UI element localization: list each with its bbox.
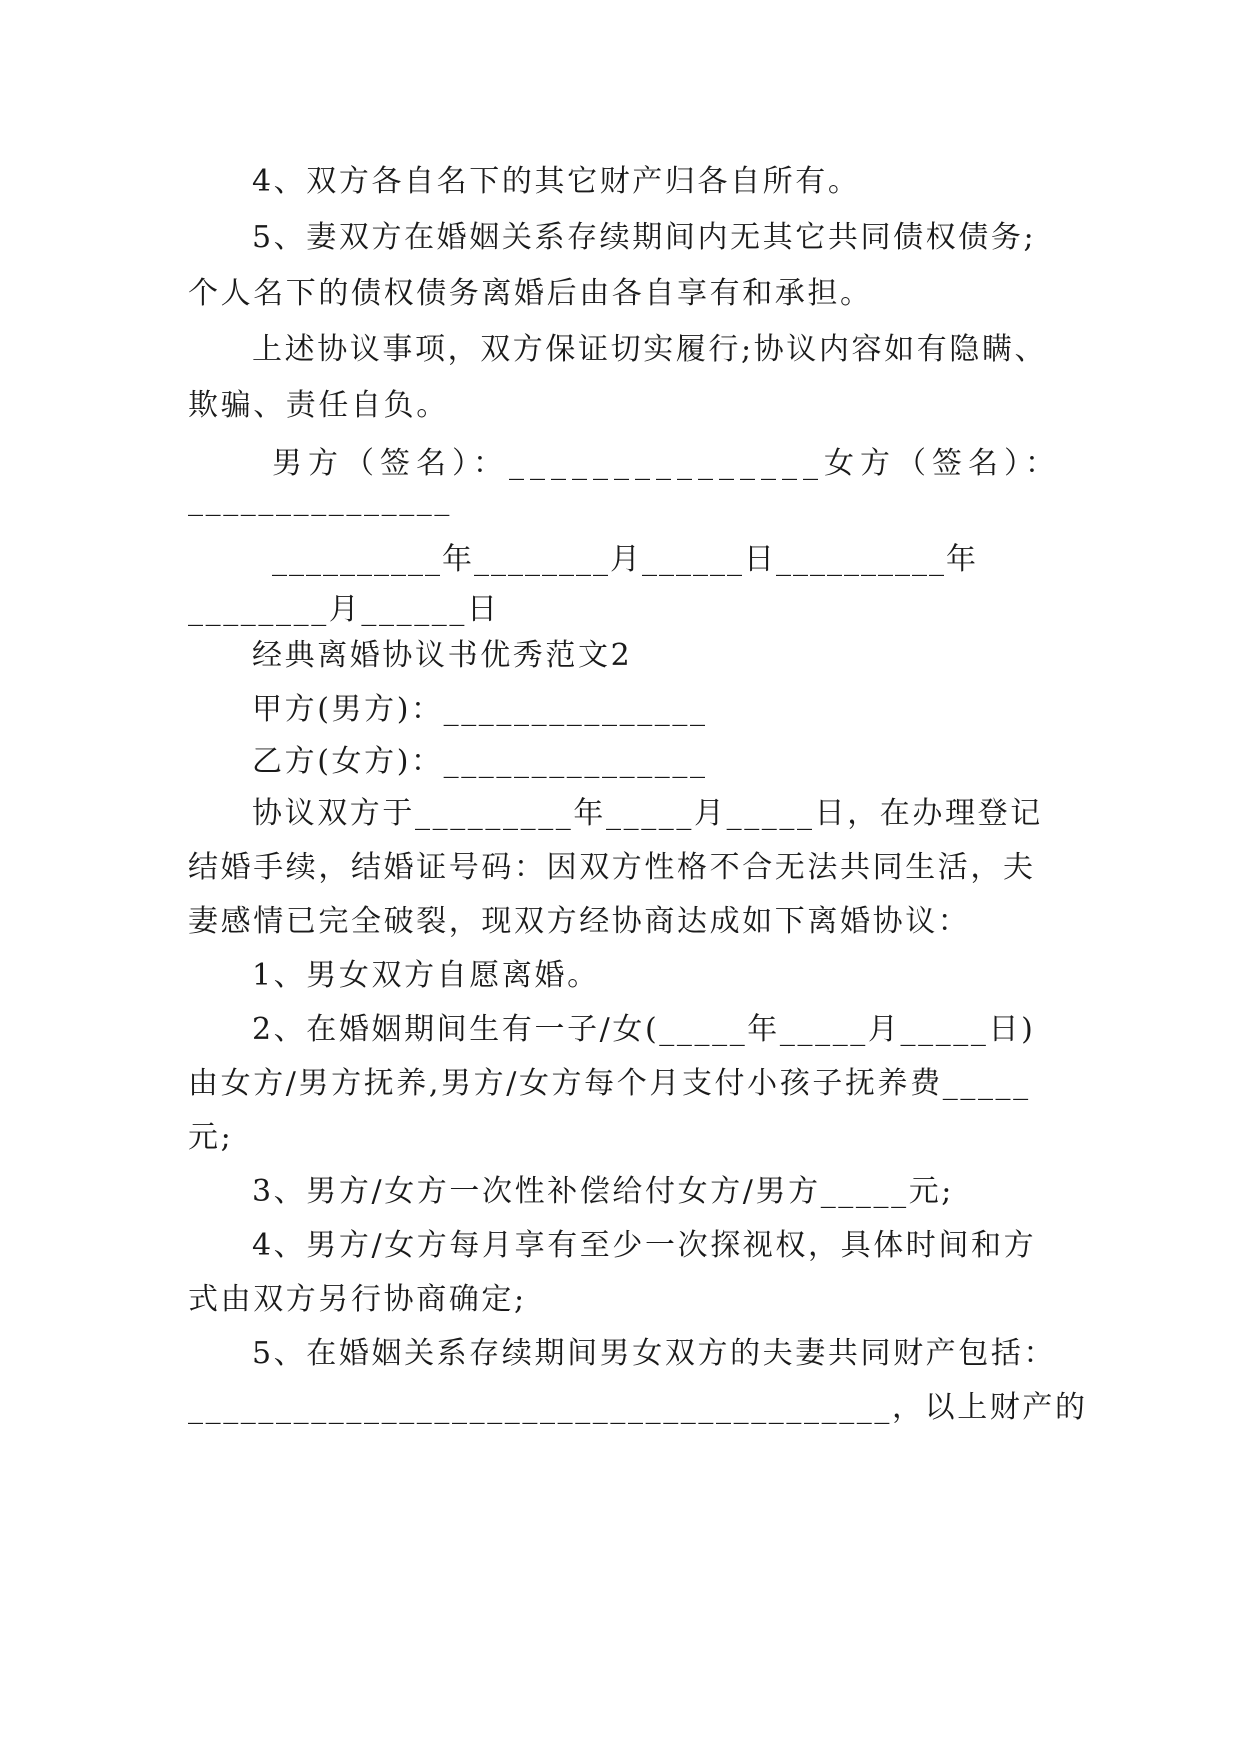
clause-5-joint-property: 5、在婚姻关系存续期间男女双方的夫妻共同财产包括： (252, 1336, 1057, 1371)
signature-blank: _______________ (188, 482, 452, 517)
clause-5-joint-property-continued: ________________________________________，以上财产的 (188, 1390, 1088, 1425)
date-line: __________年________月______日__________年 (272, 542, 978, 577)
signature-line: 男方（签名）：_______________女方（签名）： (272, 446, 1061, 481)
clause-2-child-support: 由女方/男方抚养,男方/女方每个月支付小孩子抚养费_____ (188, 1066, 1031, 1101)
clause-4-visitation: 4、男方/女方每月享有至少一次探视权，具体时间和方 (252, 1228, 1037, 1263)
agreement-guarantee: 上述协议事项，双方保证切实履行;协议内容如有隐瞒、 (252, 332, 1048, 367)
party-a-field: 甲方(男方)：_______________ (252, 692, 708, 727)
clause-3-compensation: 3、男方/女方一次性补偿给付女方/男方_____元; (252, 1174, 955, 1209)
clause-4-visitation-continued: 式由双方另行协商确定; (188, 1282, 527, 1317)
marriage-date-line: 协议双方于_________年_____月_____日，在办理登记 (252, 796, 1043, 831)
clause-5-debts: 5、妻双方在婚姻关系存续期间内无其它共同债权债务; (252, 220, 1037, 255)
clause-2-child: 2、在婚姻期间生有一子/女(_____年_____月_____日) (252, 1012, 1036, 1047)
marriage-certificate-line: 结婚手续，结婚证号码：因双方性格不合无法共同生活，夫 (188, 850, 1036, 885)
date-line-continued: ________月______日 (188, 592, 500, 627)
clause-4-other-property: 4、双方各自名下的其它财产归各自所有。 (252, 164, 861, 199)
party-b-field: 乙方(女方)：_______________ (252, 744, 708, 779)
agreement-guarantee-continued: 欺骗、责任自负。 (188, 388, 449, 423)
divorce-agreement-intro: 妻感情已完全破裂，现双方经协商达成如下离婚协议： (188, 904, 971, 939)
clause-2-currency: 元; (188, 1120, 234, 1155)
clause-5-debts-continued: 个人名下的债权债务离婚后由各自享有和承担。 (188, 276, 873, 311)
clause-1-voluntary-divorce: 1、男女双方自愿离婚。 (252, 958, 600, 993)
section-title: 经典离婚协议书优秀范文2 (252, 638, 633, 673)
